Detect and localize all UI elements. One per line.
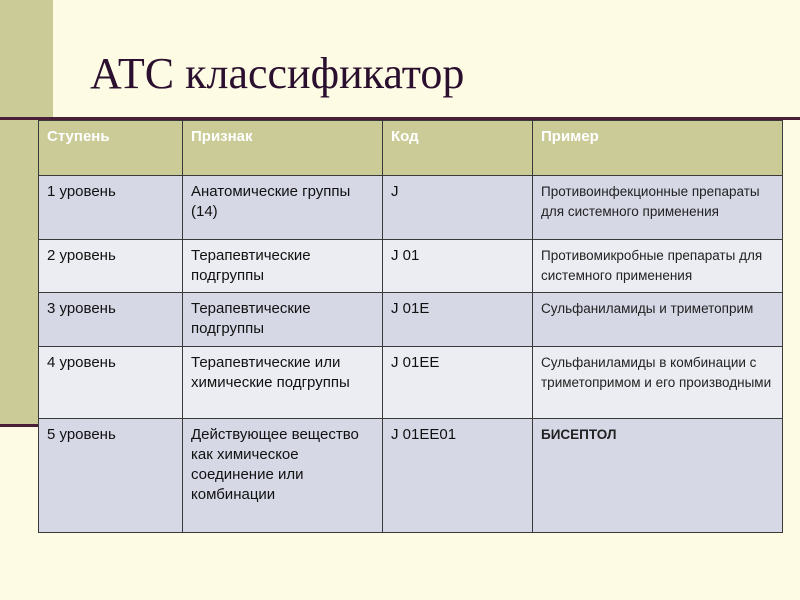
page-title: АТС классификатор xyxy=(90,49,465,98)
feature-cell: Терапевтические или химические подгруппы xyxy=(183,347,383,419)
example-cell: БИСЕПТОЛ xyxy=(533,419,783,533)
header-code: Код xyxy=(383,121,533,176)
example-cell: Противоинфекционные препараты для системного применения xyxy=(533,176,783,240)
table-row xyxy=(39,293,783,347)
header-example: Пример xyxy=(533,121,783,176)
feature-cell: Терапевтические подгруппы xyxy=(183,240,383,293)
table-row xyxy=(39,240,783,293)
code-cell: J xyxy=(383,176,533,240)
feature-cell: Действующее вещество как химическое соединение или комбинации xyxy=(183,419,383,533)
code-cell: J 01EE01 xyxy=(383,419,533,533)
example-cell: Сульфаниламиды и триметоприм xyxy=(533,293,783,347)
level-cell: 4 уровень xyxy=(39,347,183,419)
level-cell: 3 уровень xyxy=(39,293,183,347)
code-cell: J 01 xyxy=(383,240,533,293)
feature-cell: Анатомические группы (14) xyxy=(183,176,383,240)
header-level: Ступень xyxy=(39,121,183,176)
level-cell: 2 уровень xyxy=(39,240,183,293)
example-cell: Противомикробные препараты для системного применения xyxy=(533,240,783,293)
level-cell: 1 уровень xyxy=(39,176,183,240)
atc-classification-table xyxy=(38,120,783,533)
feature-cell: Терапевтические подгруппы xyxy=(183,293,383,347)
code-cell: J 01EE xyxy=(383,347,533,419)
code-cell: J 01E xyxy=(383,293,533,347)
level-cell: 5 уровень xyxy=(39,419,183,533)
table-row xyxy=(39,176,783,240)
example-cell: Сульфаниламиды в комбинации с триметопримом и его производными xyxy=(533,347,783,419)
table-header-row xyxy=(39,121,783,176)
table-row xyxy=(39,347,783,419)
header-feature: Признак xyxy=(183,121,383,176)
table-row xyxy=(39,419,783,533)
